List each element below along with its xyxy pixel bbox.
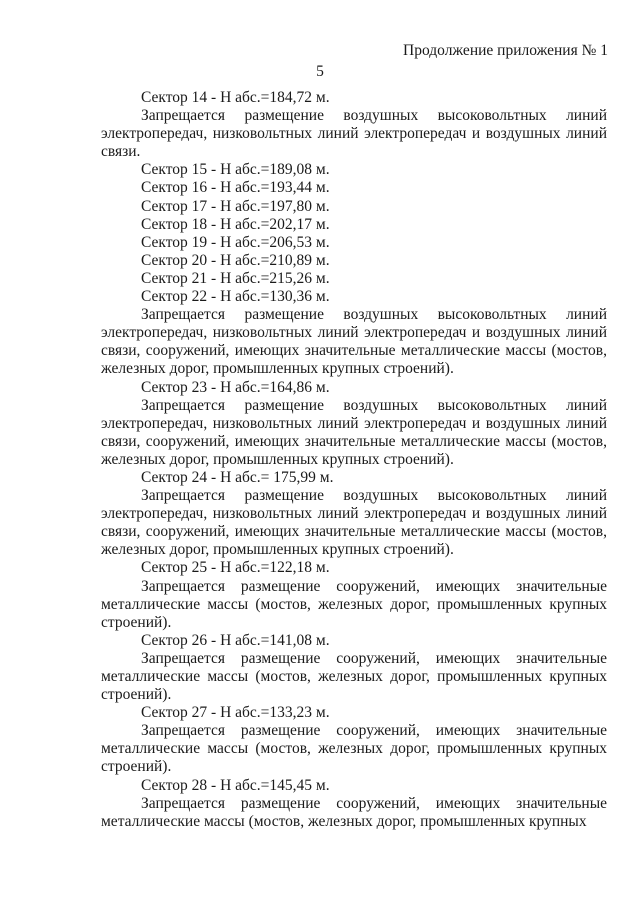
sector-heading: Сектор 26 - Н абс.=141,08 м. xyxy=(141,631,330,649)
page-number: 5 xyxy=(316,63,324,80)
restriction-paragraph: Запрещается размещение сооружений, имеющих значительные металлические массы (мостов, железных дорог, промышленных крупных xyxy=(101,794,607,830)
page-header: Продолжение приложения № 1 xyxy=(403,42,608,59)
sector-heading: Сектор 17 - Н абс.=197,80 м. xyxy=(141,197,330,215)
restriction-paragraph: Запрещается размещение сооружений, имеющих значительные металлические массы (мостов, железных дорог, промышленных крупных строений). xyxy=(101,722,607,776)
sector-heading: Сектор 16 - Н абс.=193,44 м. xyxy=(141,179,330,197)
sector-heading: Сектор 15 - Н абс.=189,08 м. xyxy=(141,161,330,179)
sector-heading: Сектор 28 - Н абс.=145,45 м. xyxy=(141,776,330,794)
restriction-paragraph: Запрещается размещение воздушных высоковольтных линий электропередач, низковольтных линий электропередач и воздушных линий связи, сооружений, имеющих значительные металлические массы (мостов, железных дорог, промышленных крупных строений). xyxy=(101,306,607,378)
restriction-paragraph: Запрещается размещение воздушных высоковольтных линий электропередач, низковольтных линий электропередач и воздушных линий связи, сооружений, имеющих значительные металлические массы (мостов, железных дорог, промышленных крупных строений). xyxy=(101,487,607,559)
restriction-paragraph: Запрещается размещение сооружений, имеющих значительные металлические массы (мостов, железных дорог, промышленных крупных строений). xyxy=(101,649,607,704)
document-body xyxy=(101,89,607,831)
sector-heading: Сектор 19 - Н абс.=206,53 м. xyxy=(141,233,330,251)
restriction-paragraph: Запрещается размещение сооружений, имеющих значительные металлические массы (мостов, железных дорог, промышленных крупных строений). xyxy=(101,577,607,631)
restriction-paragraph: Запрещается размещение воздушных высоковольтных линий электропередач, низковольтных линий электропередач и воздушных линий связи. xyxy=(101,107,607,161)
sector-heading: Сектор 23 - Н абс.=164,86 м. xyxy=(141,378,330,396)
sector-heading: Сектор 22 - Н абс.=130,36 м. xyxy=(141,288,330,306)
sector-heading: Сектор 27 - Н абс.=133,23 м. xyxy=(141,704,330,722)
sector-heading: Сектор 18 - Н абс.=202,17 м. xyxy=(141,215,330,233)
sector-heading: Сектор 24 - Н абс.= 175,99 м. xyxy=(141,468,334,486)
sector-heading: Сектор 25 - Н абс.=122,18 м. xyxy=(141,559,330,577)
restriction-paragraph: Запрещается размещение воздушных высоковольтных линий электропередач, низковольтных линий электропередач и воздушных линий связи, сооружений, имеющих значительные металлические массы (мостов, железных дорог, промышленных крупных строений). xyxy=(101,396,607,468)
sector-heading: Сектор 20 - Н абс.=210,89 м. xyxy=(141,251,330,269)
sector-heading: Сектор 14 - Н абс.=184,72 м. xyxy=(141,89,330,106)
sector-heading: Сектор 21 - Н абс.=215,26 м. xyxy=(141,269,330,287)
